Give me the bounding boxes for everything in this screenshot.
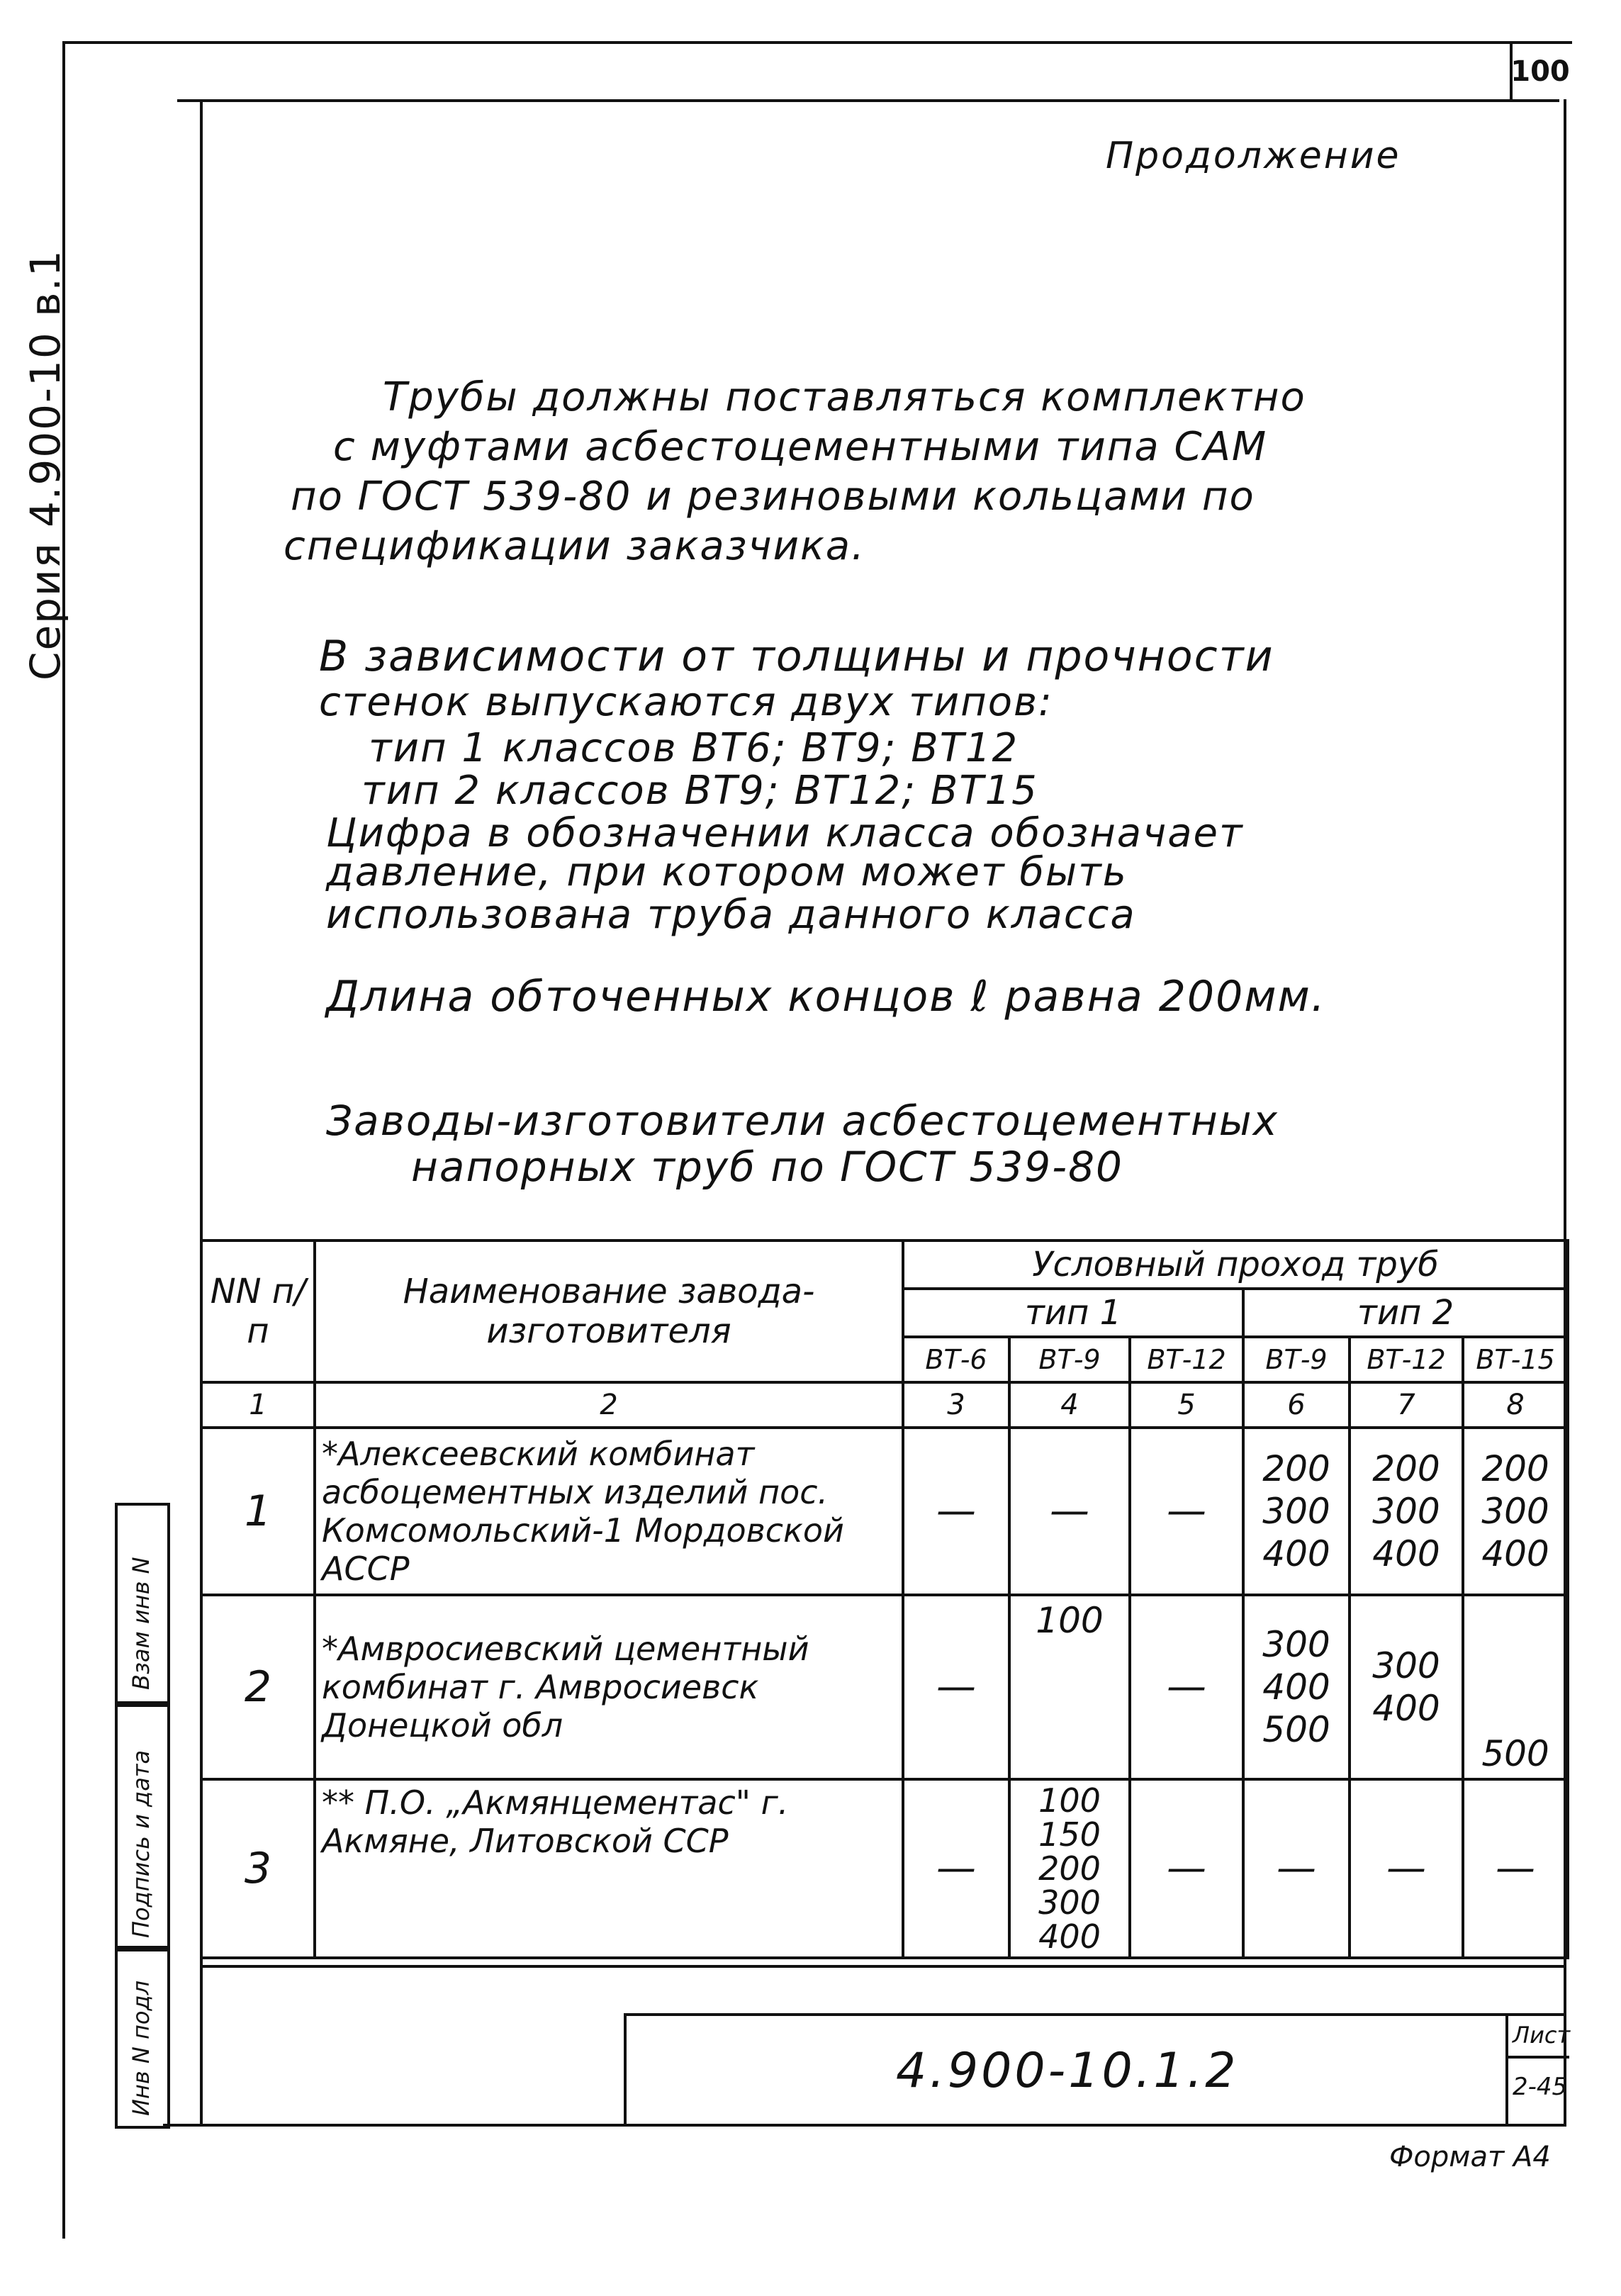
cell-value: 200 300 400 — [1350, 1428, 1463, 1595]
side-stamp-inv-label: Инв N подл — [128, 1980, 155, 2116]
header-type2: тип 2 — [1243, 1289, 1568, 1337]
col-number: 6 — [1243, 1382, 1350, 1428]
header-row-1 — [201, 1241, 1568, 1289]
class-cell: ВТ-6 — [903, 1337, 1009, 1382]
cell-value: — — [1130, 1428, 1243, 1595]
class-cell: ВТ-9 — [1243, 1337, 1350, 1382]
continuation-label: Продолжение — [1106, 135, 1401, 177]
col-number: 4 — [1009, 1382, 1130, 1428]
paragraph2-line6: давление, при котором может быть — [326, 849, 1128, 895]
side-stamp-signature — [115, 1701, 170, 1951]
cell-value: 300 400 — [1350, 1595, 1463, 1779]
col-number: 1 — [201, 1382, 315, 1428]
paragraph1-line3: по ГОСТ 539-80 и резиновыми кольцами по — [291, 474, 1255, 520]
table-row — [201, 1779, 1568, 1958]
header-type1: тип 1 — [903, 1289, 1243, 1337]
paragraph2-line5: Цифра в обозначении класса обозначает — [326, 810, 1244, 856]
cell-value: — — [1350, 1779, 1463, 1958]
length-note: Длина обточенных концов ℓ равна 200мм. — [326, 972, 1326, 1021]
side-stamp-signature-label: Подпись и дата — [128, 1749, 155, 1938]
class-cell: ВТ-12 — [1350, 1337, 1463, 1382]
cell-value: — — [1463, 1779, 1568, 1958]
document-code: 4.900-10.1.2 — [896, 2043, 1239, 2099]
paragraph1-line2: с муфтами асбестоцементными типа САМ — [333, 424, 1268, 470]
cell-value: — — [903, 1428, 1009, 1595]
paragraph1-line4: спецификации заказчика. — [284, 523, 865, 569]
table-row — [201, 1428, 1568, 1595]
manufacturers-table — [200, 1239, 1569, 1959]
row-number: 1 — [201, 1428, 315, 1595]
cell-value: — — [903, 1779, 1009, 1958]
col-number: 7 — [1350, 1382, 1463, 1428]
paragraph2-line7: использована труба данного класса — [326, 892, 1136, 938]
class-cell: ВТ-15 — [1463, 1337, 1568, 1382]
sheet-number: 2-45 — [1513, 2073, 1568, 2101]
frame-inner-top — [177, 99, 1559, 102]
col-number: 3 — [903, 1382, 1009, 1428]
cell-value: 100 — [1009, 1595, 1130, 1779]
table-row — [201, 1595, 1568, 1779]
paragraph1-line1: Трубы должны поставляться комплектно — [383, 374, 1306, 420]
format-label: Формат А4 — [1389, 2141, 1551, 2173]
row-number: 3 — [201, 1779, 315, 1958]
manufacturer-name: ** П.О. „Акмянцементас" г. Акмяне, Литовской ССР — [315, 1779, 903, 1958]
paragraph2-line3: тип 1 классов ВТ6; ВТ9; ВТ12 — [369, 725, 1019, 771]
table-title-line1: Заводы-изготовители асбестоцементных — [326, 1097, 1279, 1145]
col-number: 8 — [1463, 1382, 1568, 1428]
paragraph2-line2: стенок выпускаются двух типов: — [319, 679, 1053, 725]
sheet-divider — [1508, 2056, 1569, 2059]
cell-value: — — [1243, 1779, 1350, 1958]
header-name: Наименование завода-изготовителя — [315, 1241, 903, 1382]
side-stamp-vzam-label: Взам инв N — [128, 1557, 155, 1690]
divider-line — [200, 1965, 1566, 1968]
col-number: 2 — [315, 1382, 903, 1428]
sheet-box — [1505, 2016, 1569, 2127]
frame-top — [62, 41, 1572, 44]
header-nn: NN п/п — [201, 1241, 315, 1382]
cell-value: — — [1130, 1779, 1243, 1958]
cell-value: — — [903, 1595, 1009, 1779]
cell-value: 300 400 500 — [1243, 1595, 1350, 1779]
manufacturer-name: *Амвросиевский цементный комбинат г. Амвросиевск Донецкой обл — [315, 1595, 903, 1779]
cell-value: 100 150 200 300 400 — [1009, 1779, 1130, 1958]
paragraph2-line1: В зависимости от толщины и прочности — [319, 632, 1274, 681]
cell-value: 200 300 400 — [1463, 1428, 1568, 1595]
series-label: Серия 4.900-10 в.1 — [21, 249, 69, 681]
title-block — [624, 2013, 1571, 2127]
header-passage: Условный проход труб — [903, 1241, 1568, 1289]
page-number-box — [1510, 44, 1568, 99]
cell-value: 500 — [1463, 1595, 1568, 1779]
paragraph2-line4: тип 2 классов ВТ9; ВТ12; ВТ15 — [361, 768, 1038, 814]
col-number: 5 — [1130, 1382, 1243, 1428]
sheet-label: Лист — [1513, 2022, 1571, 2049]
class-cell: ВТ-9 — [1009, 1337, 1130, 1382]
page-number: 100 — [1510, 55, 1570, 88]
row-number: 2 — [201, 1595, 315, 1779]
table-title-line2: напорных труб по ГОСТ 539-80 — [411, 1143, 1123, 1191]
side-stamp-inv — [115, 1946, 170, 2129]
column-number-row — [201, 1382, 1568, 1428]
cell-value: — — [1130, 1595, 1243, 1779]
cell-value: 200 300 400 — [1243, 1428, 1350, 1595]
side-stamp-vzam — [115, 1503, 170, 1707]
manufacturer-name: *Алексеевский комбинат асбоцементных изделий пос. Комсомольский-1 Мордовской АССР — [315, 1428, 903, 1595]
cell-value: — — [1009, 1428, 1130, 1595]
class-cell: ВТ-12 — [1130, 1337, 1243, 1382]
